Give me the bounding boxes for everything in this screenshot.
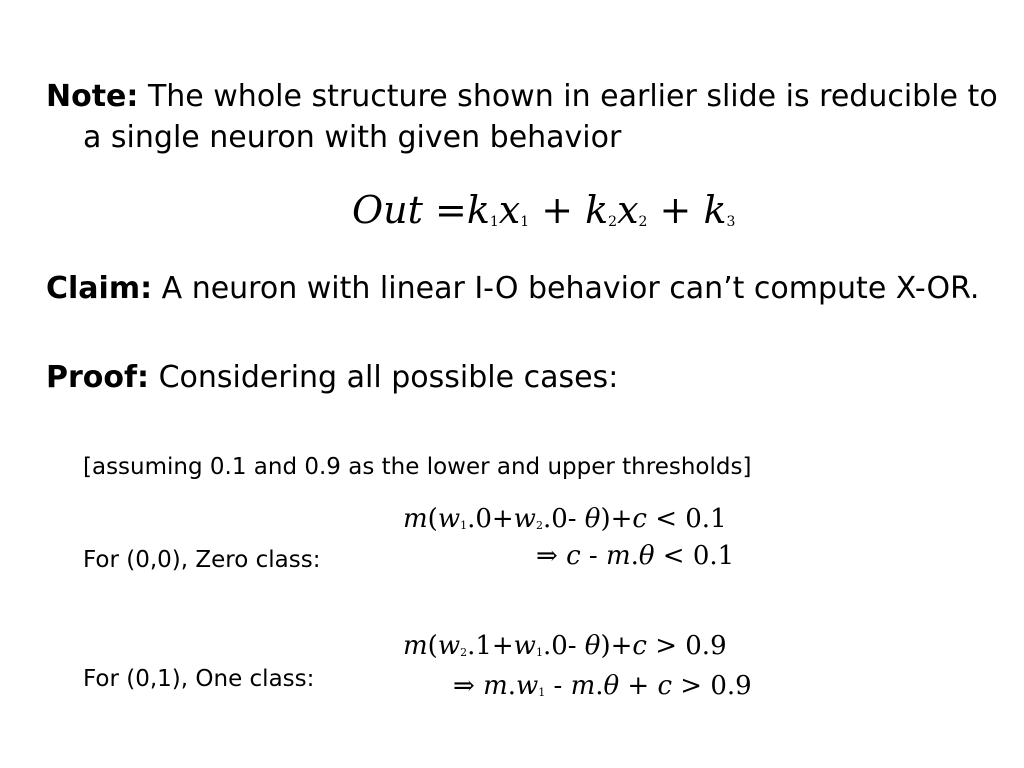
- note-paragraph: [46, 76, 1013, 158]
- zero-class-equation-1: m(w1.0+w2.0- θ)+c < 0.1: [403, 504, 727, 534]
- zero-class-equation-2: ⇒ c - m.θ < 0.1: [536, 541, 735, 571]
- one-class-equation-2: ⇒ m.w1 - m.θ + c > 0.9: [453, 671, 752, 701]
- case-one-class-label: For (0,1), One class:: [83, 666, 315, 692]
- claim-text: A neuron with linear I-O behavior can’t compute X-OR.: [152, 271, 980, 306]
- proof-label: Proof:: [46, 360, 150, 395]
- proof-text: Considering all possible cases:: [149, 360, 619, 395]
- claim-paragraph: [46, 268, 1013, 309]
- claim-label: Claim:: [46, 271, 153, 306]
- case-zero-class-label: For (0,0), Zero class:: [83, 547, 321, 573]
- main-equation: Out =k1x1 + k2x2 + k3: [352, 188, 736, 232]
- one-class-equation-1: m(w2.1+w1.0- θ)+c > 0.9: [403, 631, 727, 661]
- assumption-text: [assuming 0.1 and 0.9 as the lower and upper thresholds]: [83, 454, 752, 480]
- note-text: The whole structure shown in earlier slide is reducible to a single neuron with given behavior: [83, 79, 998, 155]
- proof-paragraph: [46, 357, 1013, 398]
- note-label: Note:: [46, 79, 139, 114]
